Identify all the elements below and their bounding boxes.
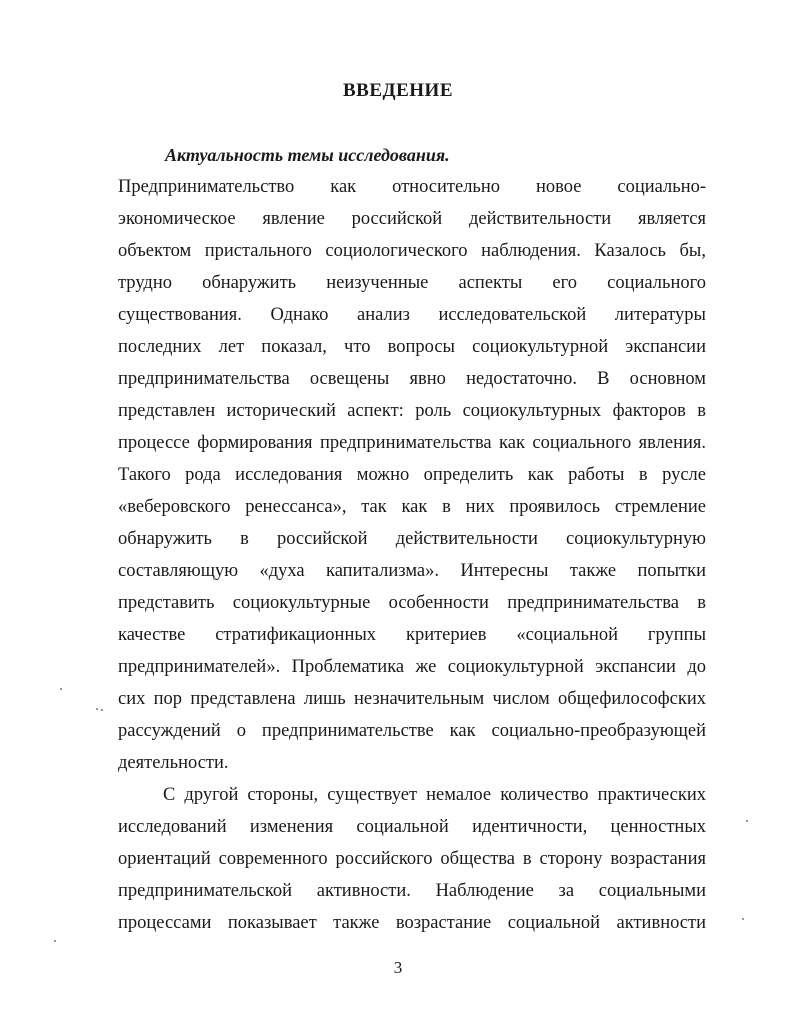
text-line: процессами показывает также возрастание социальной активности (118, 913, 706, 933)
text-line: предпринимателей». Проблематика же социокультурной экспансии до (118, 657, 706, 677)
text-line: процессе формирования предпринимательства как социального явления. (118, 433, 706, 453)
text-line: исследований изменения социальной идентичности, ценностных (118, 817, 706, 837)
text-line: представлен исторический аспект: роль социокультурных факторов в (118, 401, 706, 421)
text-line: Предпринимательство как относительно новое социально- (118, 177, 706, 197)
text-line: Такого рода исследования можно определить как работы в русле (118, 465, 706, 485)
scan-speck (742, 918, 744, 920)
page-title: ВВЕДЕНИЕ (343, 80, 453, 101)
text-line: рассуждений о предпринимательстве как социально-преобразующей (118, 721, 706, 741)
text-line: деятельности. (118, 753, 229, 773)
scan-speck (101, 709, 103, 711)
text-line: объектом пристального социологического наблюдения. Казалось бы, (118, 241, 706, 261)
text-line: представить социокультурные особенности предпринимательства в (118, 593, 706, 613)
text-line: трудно обнаружить неизученные аспекты его социального (118, 273, 706, 293)
text-line: предпринимательской активности. Наблюдение за социальными (118, 881, 706, 901)
text-line: существования. Однако анализ исследовательской литературы (118, 305, 706, 325)
text-line: предпринимательства освещены явно недостаточно. В основном (118, 369, 706, 389)
page-number: 3 (393, 958, 403, 977)
section-subheading: Актуальность темы исследования. (165, 145, 450, 165)
text-line: сих пор представлена лишь незначительным числом общефилософских (118, 689, 706, 709)
text-line: обнаружить в российской действительности социокультурную (118, 529, 706, 549)
scan-speck (96, 708, 98, 710)
text-line: составляющую «духа капитализма». Интересны также попытки (118, 561, 706, 581)
scan-speck (60, 688, 62, 690)
text-line: последних лет показал, что вопросы социокультурной экспансии (118, 337, 706, 357)
text-line: С другой стороны, существует немалое количество практических (163, 785, 706, 805)
text-line: «веберовского ренессанса», так как в них проявилось стремление (118, 497, 706, 517)
scan-speck (746, 820, 748, 822)
text-line: ориентаций современного российского общества в сторону возрастания (118, 849, 706, 869)
scan-speck (54, 940, 56, 942)
text-line: экономическое явление российской действительности является (118, 209, 706, 229)
text-line: качестве стратификационных критериев «социальной группы (118, 625, 706, 645)
